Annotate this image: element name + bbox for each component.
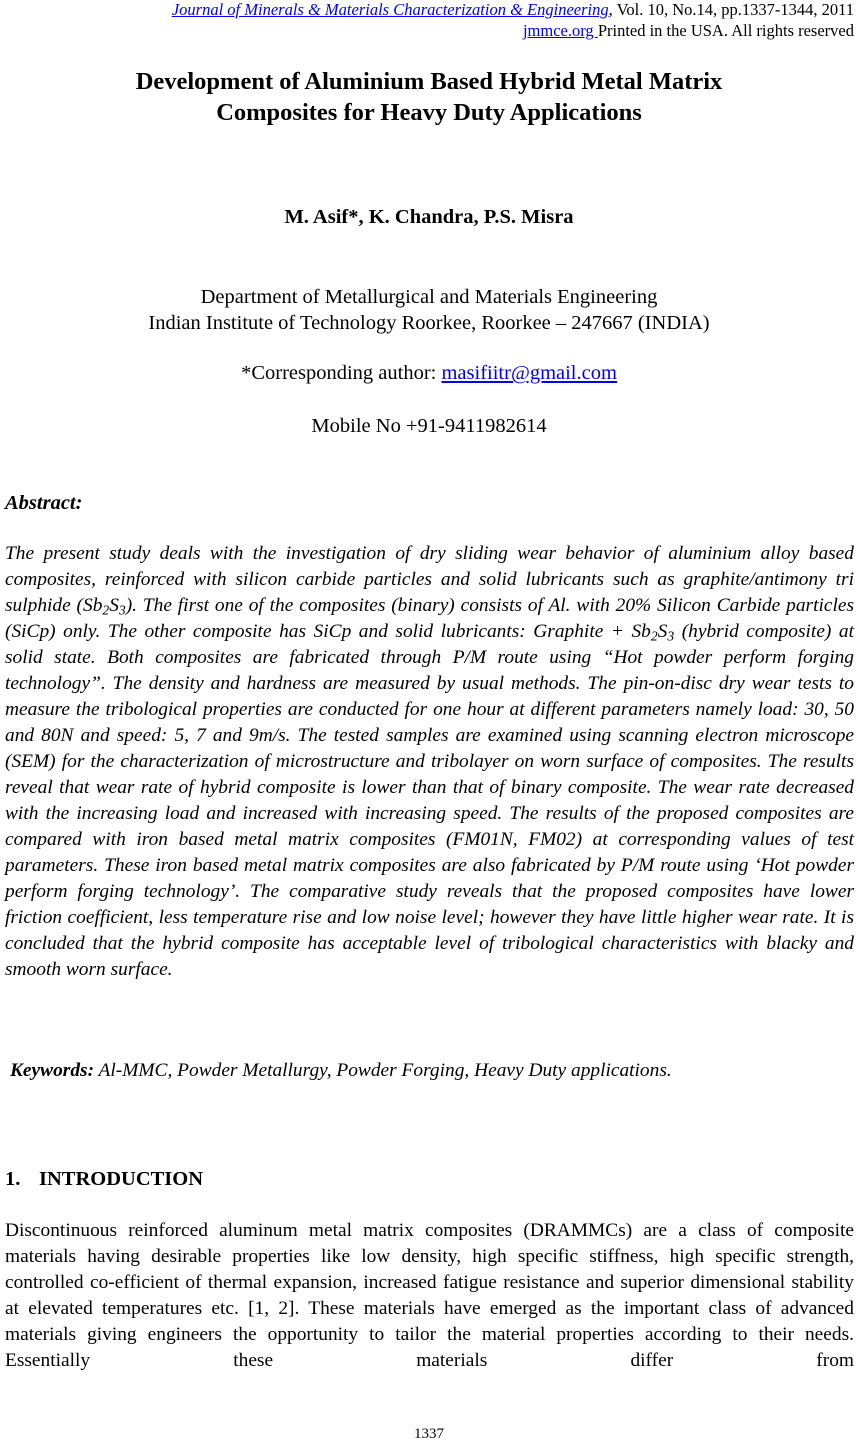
journal-header bbox=[172, 0, 854, 20]
abstract-body bbox=[5, 541, 854, 983]
keywords-text: Al-MMC, Powder Metallurgy, Powder Forging, Heavy Duty applications. bbox=[94, 1060, 672, 1081]
section-heading bbox=[5, 1166, 203, 1192]
mobile-number: Mobile No +91-9411982614 bbox=[311, 415, 547, 437]
section-number: 1. bbox=[5, 1168, 21, 1190]
department: Department of Metallurgical and Materials Engineering bbox=[200, 286, 658, 308]
abstract-text-4: S bbox=[657, 621, 668, 642]
subscript: 2 bbox=[102, 602, 110, 618]
site-link[interactable]: jmmce.org bbox=[522, 21, 598, 40]
paper-title bbox=[0, 66, 858, 128]
institute: Indian Institute of Technology Roorkee, Roorkee – 247667 (INDIA) bbox=[148, 312, 710, 334]
keywords bbox=[10, 1058, 672, 1084]
rights-text: Printed in the USA. All rights reserved bbox=[597, 21, 854, 40]
journal-info: , Vol. 10, No.14, pp.1337-1344, 2011 bbox=[608, 0, 854, 19]
section-title: INTRODUCTION bbox=[39, 1168, 204, 1190]
abstract-text-2: S bbox=[109, 595, 119, 616]
keywords-label: Keywords: bbox=[10, 1060, 95, 1081]
author-list: M. Asif*, K. Chandra, P.S. Misra bbox=[284, 206, 574, 228]
abstract-text-1: The present study deals with the investigation of dry sliding wear behavior of aluminium alloy based composites, reinforced with silicon carbide particles and solid lubricants such as graphite/antimony tri sulphide (Sb bbox=[5, 543, 854, 616]
title-line-1: Development of Aluminium Based Hybrid Metal Matrix bbox=[135, 68, 723, 95]
title-line-2: Composites for Heavy Duty Applications bbox=[216, 99, 642, 126]
subscript: 3 bbox=[667, 628, 675, 644]
subscript: 3 bbox=[118, 602, 126, 618]
page-number: 1337 bbox=[414, 1426, 444, 1442]
subscript: 2 bbox=[650, 628, 658, 644]
abstract-text-5: (hybrid composite) at solid state. Both composites are fabricated through P/M route using “Hot powder perform forging technology”. The density and hardness are measured by usual methods. The pin-on-disc dry wear tests to measure the tribological properties are conducted for one hour at different parameters namely load: 30, 50 and 80N and speed: 5, 7 and 9m/s. The tested samples are examined using scanning electron microscope (SEM) for the characterization of microstructure and tribolayer on worn surface of composites. The results reveal that wear rate of hybrid composite is lower than that of binary composite. The wear rate decreased with the increasing load and increased with increasing speed. The results of the proposed composites are compared with iron based metal matrix composites (FM01N, FM02) at corresponding values of test parameters. These iron based metal matrix composites are also fabricated by P/M route using ‘Hot powder perform forging technology’. The comparative study reveals that the proposed composites have lower friction coefficient, less temperature rise and low noise level; however they have little higher wear rate. It is concluded that the hybrid composite has acceptable level of tribological characteristics with blacky and smooth worn surface. bbox=[5, 621, 854, 980]
email-link[interactable]: masifiitr@gmail.com bbox=[441, 362, 617, 384]
introduction-body: Discontinuous reinforced aluminum metal matrix composites (DRAMMCs) are a class of composite materials having desirable properties like low density, high specific stiffness, high specific strength, controlled co-efficient of thermal expansion, increased fatigue resistance and superior dimensional stability at elevated temperatures etc. [1, 2]. These materials have emerged as the important class of advanced materials giving engineers the opportunity to tailor the material properties according to their needs. Essentially these materials differ from bbox=[5, 1220, 854, 1371]
abstract-heading: Abstract: bbox=[5, 492, 83, 514]
abstract-text-3: ). The first one of the composites (binary) consists of Al. with 20% Silicon Carbide particles (SiCp) only. The other composite has SiCp and solid lubricants: Graphite + Sb bbox=[5, 595, 854, 642]
corresponding-label: *Corresponding author: bbox=[241, 362, 442, 384]
corresponding-author bbox=[0, 360, 858, 386]
journal-link[interactable]: Journal of Minerals & Materials Characterization & Engineering bbox=[171, 0, 609, 19]
rights-header bbox=[523, 21, 854, 41]
